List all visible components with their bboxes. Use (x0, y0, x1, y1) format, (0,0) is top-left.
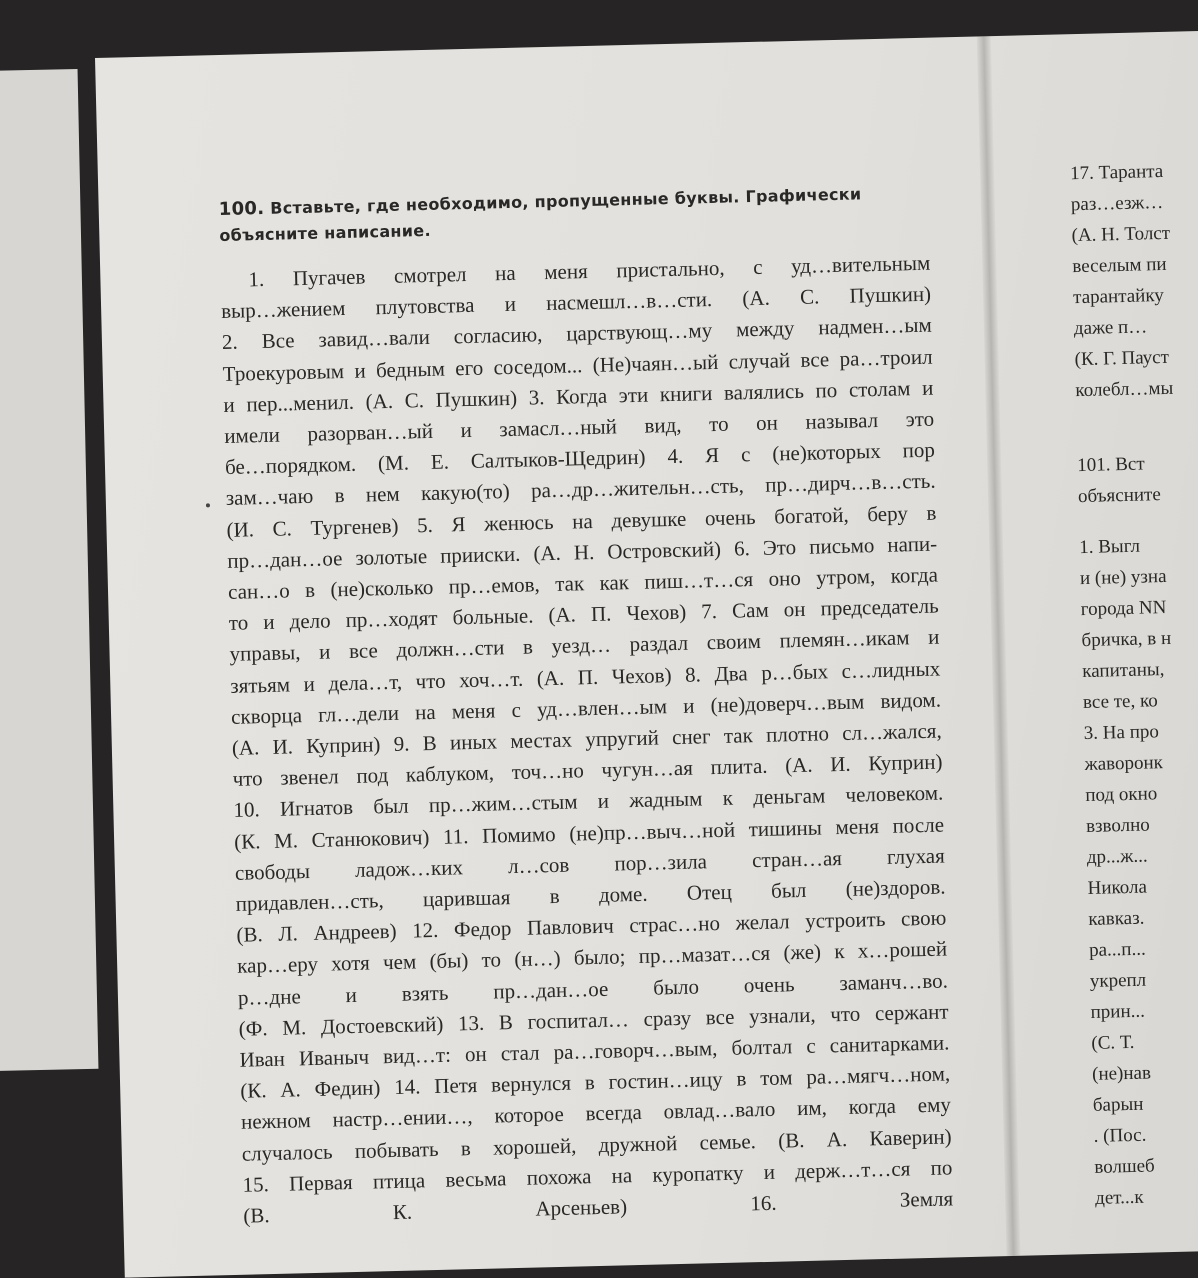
text-line: др...ж... (1086, 845, 1148, 869)
text-line: все те, ко (1082, 690, 1158, 714)
text-line: скворца гл…дели на меня с уд…влен…ым и (не)доверч…вым видом. (230, 687, 942, 729)
text-line: (Ф. М. Достоевский) 13. В госпитал… сразу все узнали, что сержант (238, 999, 949, 1041)
right-page-column (1070, 153, 1198, 1214)
text-line: выр…жением плутовства и насмешл…в…сти. (А. С. Пушкин) (220, 281, 932, 324)
text-line: 2. Все завид…вали согласию, царствующ…му между надмен…ым (221, 313, 933, 355)
text-line: . (Пос. (1093, 1124, 1147, 1147)
text-line: 3. На про (1083, 721, 1160, 745)
text-line: 15. Первая птица весьма похожа на куропатку и держ…т…ся по (242, 1155, 953, 1197)
text-line: дет...к (1094, 1186, 1144, 1209)
text-line: нежном настр…ении…, которое всегда овлад…вало им, когда ему (240, 1092, 952, 1135)
text-line: города NN (1080, 596, 1167, 621)
text-line: то и дело пр…ходят больные. (А. П. Чехов) 7. Сам он председатель (228, 593, 939, 636)
text-line: 101. Вст (1076, 453, 1145, 477)
text-line: Троекуровым и бедным его соседом... (Не)чаян…ый случай все ра…троил (222, 344, 933, 386)
text-line: кавказ. (1088, 907, 1145, 930)
exercise-17-fragment (1070, 153, 1198, 406)
exercise-101-fragment (1079, 527, 1198, 1214)
text-line: (не)нав (1091, 1062, 1152, 1085)
text-line: Никола (1087, 876, 1148, 899)
margin-dot (206, 503, 210, 507)
text-line: (В. Л. Андреев) 12. Федор Павлович страс…но желал устроить свою (236, 905, 947, 948)
text-line: раз…езж… (1070, 191, 1164, 216)
text-line: тарантайку (1072, 284, 1165, 309)
text-line: волшеб (1094, 1155, 1155, 1178)
text-line: сан…о в (не)сколько пр…емов, так как пиш…т…ся оно утром, когда (227, 562, 939, 604)
text-line: управы, и все должн…сти в уезд… раздал своим племян…икам и (229, 624, 940, 667)
text-line: (К. М. Станюкович) 11. Помимо (не)пр…выч…ной тишины меня после (233, 812, 945, 854)
book-page (95, 30, 1198, 1278)
exercise-100 (218, 180, 953, 1232)
text-line: веселым пи (1072, 253, 1167, 278)
text-line: имели разорван…ый и замасл…ный вид, то он называл это (223, 406, 935, 448)
text-line: колебл…мы (1075, 377, 1174, 402)
text-line: бе…порядком. (М. Е. Салтыков-Щедрин) 4. Я с (не)которых пор (224, 437, 936, 480)
text-line: и пер...менил. (А. С. Пушкин) 3. Когда эти книги валялись по столам и (223, 375, 934, 417)
text-line: свободы ладож…ких л…сов пор…зила стран…ая глухая (234, 843, 946, 885)
text-line: 10. Игнатов был пр…жим…стым и жадным к деньгам человеком. (233, 780, 944, 823)
text-line: зам…чаю в нем какую(то) ра…др…жительн…сть, пр…дирч…в…сть. (225, 469, 936, 511)
text-line: что звенел под каблуком, точ…но чугун…ая плита. (А. И. Куприн) (232, 749, 943, 792)
text-line: барын (1092, 1093, 1144, 1116)
text-line: (К. А. Федин) 14. Петя вернулся в гостин…ицу в том ра…мягч…ном, (239, 1061, 951, 1104)
text-line: р…дне и взять пр…дан…ое было очень заманч…во. (237, 968, 949, 1010)
text-line: случалось побывать в хорошей, дружной семье. (В. А. Каверин) (241, 1124, 952, 1166)
text-line: даже п… (1073, 316, 1148, 340)
text-line: (А. Н. Толст (1071, 222, 1171, 247)
text-line: кар…еру хотя чем (бы) то (н…) было; пр…мазат…ся (же) к х…рошей (236, 936, 948, 979)
exercise-title (218, 180, 929, 249)
exercise-instruction: Вставьте, где необходимо, пропущенные буквы. Графически (269, 184, 862, 218)
text-line: ра...п... (1088, 938, 1146, 961)
exercise-instruction-line2: объясните написание. (219, 220, 432, 246)
exercise-101-title (1077, 445, 1198, 512)
text-line: придавлен…сть, царившая в доме. Отец был (не)здоров. (235, 874, 946, 916)
text-line: и (не) узна (1079, 565, 1167, 590)
text-line: укрепл (1089, 969, 1147, 992)
text-line: 1. Выгл (1078, 535, 1141, 559)
text-line: пр…дан…ое золотые прииски. (А. Н. Островский) 6. Это письмо напи- (227, 531, 938, 573)
text-line: Иван Иваныч вид…т: он стал ра…говорч…вым, болтал с санитарками. (239, 1030, 950, 1072)
exercise-number: 100. (218, 197, 265, 221)
book-gutter (977, 36, 1021, 1256)
text-line: прин... (1090, 1000, 1146, 1023)
text-line: (В. К. Арсеньев) 16. Земля (243, 1186, 954, 1228)
adjacent-sheet (0, 69, 98, 1071)
text-line: 1. Пугачев смотрел на меня пристально, с уд…вительным (248, 250, 931, 292)
text-line: капитаны, (1082, 659, 1165, 683)
text-line: под окно (1085, 783, 1158, 807)
text-line: (И. С. Тургенев) 5. Я женюсь на девушке очень богатой, беру в (226, 500, 937, 542)
text-line: объясните (1077, 484, 1162, 508)
text-line: (К. Г. Пауст (1074, 346, 1170, 371)
text-line: (С. Т. (1091, 1031, 1135, 1054)
text-line: бричка, в н (1081, 627, 1172, 652)
text-line: (А. И. Куприн) 9. В иных местах упругий снег так плотно сл…жался, (231, 718, 942, 760)
exercise-text (220, 248, 953, 1232)
text-line: 17. Таранта (1069, 160, 1164, 185)
text-line: зятьям и дела…т, что хоч…т. (А. П. Чехов) 8. Два р…бых с…лидных (230, 656, 941, 698)
text-line: жаворонк (1084, 752, 1164, 776)
text-line: взволно (1085, 814, 1151, 838)
